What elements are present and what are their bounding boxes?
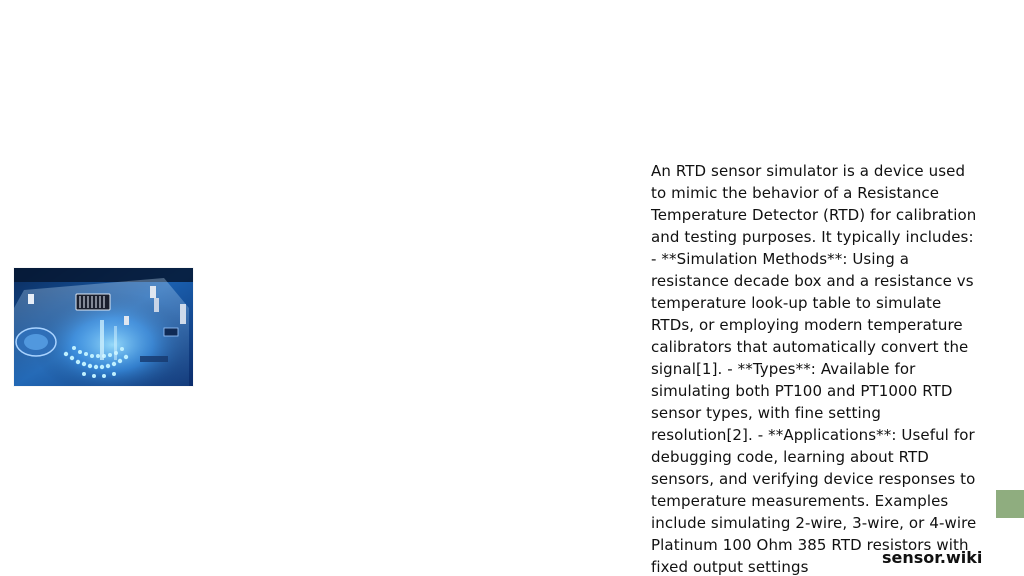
rtd-simulator-image: [14, 268, 193, 386]
description-text: An RTD sensor simulator is a device used to mimic the behavior of a Resistance Temperature Detector (RTD) for calibration and testing purposes. It typically includes: - **Simulation Methods**: Using a resistance decade box and a resistance vs temperature look-up table to simulate RTDs, or employing modern temperature calibrators that automatically convert the signal[1]. - **Types**: Available for simulating both PT100 and PT1000 RTD sensor types, with fine setting resolution[2]. - **Applications**: Useful for debugging code, learning about RTD sensors, and verifying device responses to temperature measurements. Examples include simulating 2-wire, 3-wire, or 4-wire Platinum 100 Ohm 385 RTD resistors with fixed output settings: [651, 162, 977, 576]
brand-watermark: sensor.wiki: [882, 548, 983, 567]
rtd-simulator-device-photo: [14, 268, 193, 386]
accent-block: [996, 490, 1024, 518]
